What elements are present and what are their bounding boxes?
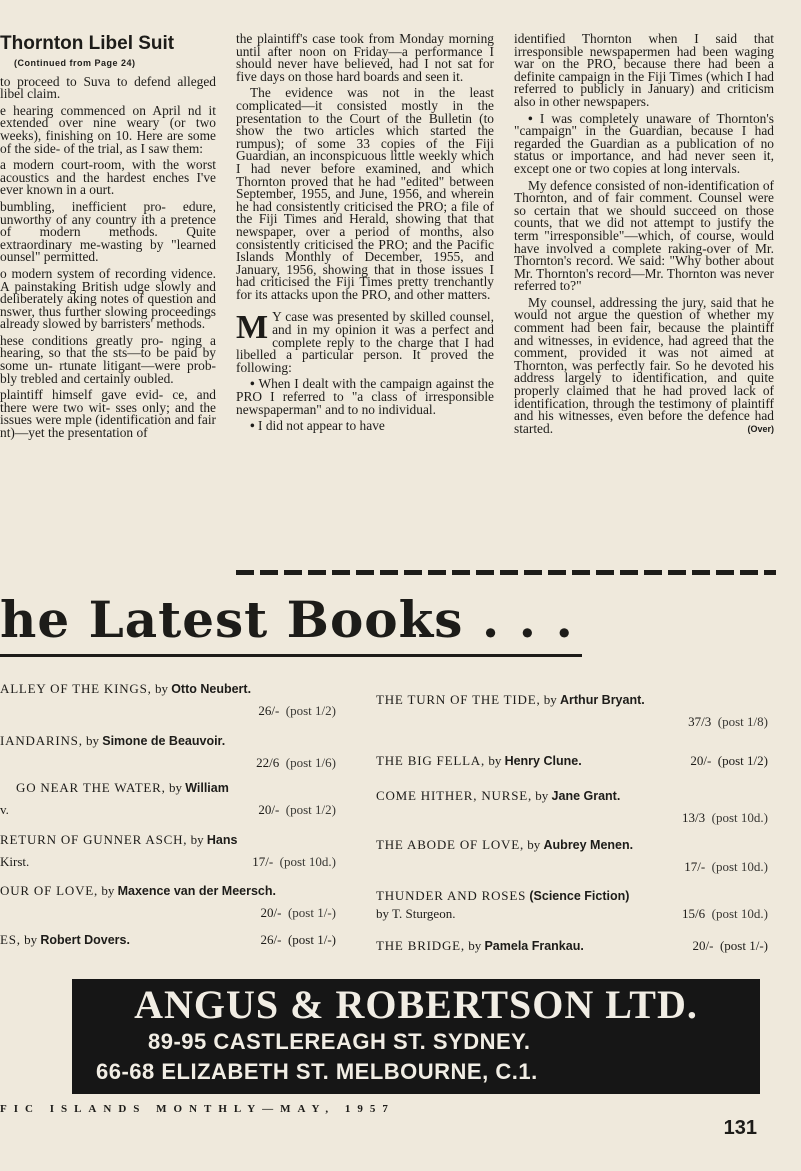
paragraph-text: When I dealt with the campaign against the PRO I referred to "a class of irresponsible newspaperman" and to no individual. [236, 376, 494, 417]
book-author: Maxence van der Meersch. [117, 884, 276, 898]
book-entry [376, 788, 768, 826]
book-title: COME HITHER, NURSE, [376, 788, 533, 803]
book-postage: (post 1/-) [287, 905, 336, 920]
book-price-line [376, 810, 768, 826]
book-price: 20/- [260, 905, 282, 920]
book-price: 26/- [260, 932, 282, 947]
book-price: 20/- [258, 802, 280, 817]
book-postage: (post 10d.) [279, 854, 336, 869]
paragraph-text: Y case was presented by skilled counsel, and in my opinion it was a perfect and complete reply to the charge that I had libelled a particular person. It proved the following: [236, 309, 494, 375]
book-title: ALLEY OF THE KINGS, [0, 681, 152, 696]
advertiser-address-sydney: 89-95 CASTLEREAGH ST. SYDNEY. [148, 1029, 531, 1054]
book-price: 26/- [258, 703, 280, 718]
book-by: by [535, 788, 549, 803]
book-author: Otto Neubert. [171, 682, 252, 696]
book-author: Jane Grant. [551, 789, 621, 803]
article-column-2 [236, 33, 494, 437]
paragraph: o modern system of recording vidence. A painstaking British udge slowly and deliberately aking notes of question and nswer, thus further slowing proceedings already slowed by barristers' methods. [0, 265, 216, 332]
book-price: 22/6 [256, 755, 280, 770]
paragraph: plaintiff himself gave evid- ce, and there were two wit- sses only; and the issues were mple (identification and fair nt)—yet the presentation of [0, 387, 216, 441]
article-column-1 [0, 33, 216, 444]
paragraph-text: I did not appear to have [258, 418, 385, 434]
paragraph: e hearing commenced on April nd it extended over nine weary (or two weeks), finishing on 10. Here are some of the side- of the trial, as I saw them: [0, 102, 216, 156]
book-by: by [101, 883, 115, 898]
book-price-line [376, 714, 768, 730]
book-author: Hans [206, 833, 238, 847]
book-postage: (post 1/-) [719, 938, 768, 953]
paragraph-text: I was completely unaware of Thornton's "campaign" in the Guardian, because I had regarded the Guardian as a publication of no status or importance, and had never seen it, except one or two copies at long intervals. [514, 110, 774, 176]
article-column-3 [514, 33, 774, 439]
paragraph: the plaintiff's case took from Monday morning until after noon on Friday—a performance I should never have believed, had I not sat for five days on those hard boards and seen it. [236, 31, 494, 84]
book-author: (Science Fiction) [529, 889, 630, 903]
article-headline: Thornton Libel Suit [0, 33, 175, 54]
book-entry [376, 837, 768, 875]
book-author: Robert Dovers. [40, 933, 130, 947]
book-price-line [0, 854, 336, 870]
book-title: IANDARINS, [0, 733, 83, 748]
book-price-line [261, 932, 336, 948]
book-price: 20/- [690, 753, 712, 768]
book-entry [0, 883, 336, 921]
book-title: GO NEAR THE WATER, [16, 780, 166, 795]
book-price-line [0, 802, 336, 818]
book-price-line [0, 755, 336, 771]
dashed-divider [236, 570, 776, 575]
book-title: THUNDER AND ROSES [376, 888, 527, 903]
book-price: 20/- [692, 938, 714, 953]
book-by: by [543, 692, 557, 707]
running-footer: FIC ISLANDS MONTHLY—MAY, 1957 [0, 1103, 395, 1115]
book-author: Aubrey Menen. [543, 838, 634, 852]
book-postage: (post 10d.) [711, 810, 768, 825]
paragraph: The evidence was not in the least complicated—it consisted mostly in the presentation to the Court of the Bulletin (to show the two articles which started the rumpus); of some 33 copies of the Fiji Guardian, an inconspicuous little weekly which I had never before examined, and which Thornton proved that he had "edited" between September, 1955, and June, 1956, and wherein he had consistently criticised the PRO; a file of the Fiji Times and Herald, showing that that newspaper, over a period of months, also consistently criticised the PRO; and the Pacific Islands Monthly of December, 1955, and January, 1956, showing that in those issues I had criticised the Fiji Times pretty trenchantly for its attacks upon the PRO, and other matters. [236, 85, 494, 302]
over-note: (Over) [747, 423, 774, 434]
book-author-extra: by T. Sturgeon. [376, 906, 456, 921]
book-author: Simone de Beauvoir. [102, 734, 226, 748]
bullet-icon: • [250, 376, 259, 392]
book-postage: (post 1/6) [285, 755, 336, 770]
book-postage: (post 1/-) [287, 932, 336, 947]
book-price: 17/- [252, 854, 274, 869]
advertiser-name: ANGUS & ROBERTSON LTD. [134, 982, 698, 1027]
book-author: Arthur Bryant. [560, 693, 645, 707]
paragraph [514, 110, 774, 176]
book-by: by [86, 733, 99, 748]
book-entry [0, 681, 336, 719]
book-price: 15/6 [682, 906, 706, 921]
book-by: by [527, 837, 541, 852]
book-author-extra: Kirst. [0, 854, 30, 869]
paragraph-text: My counsel, addressing the jury, said that he would not argue the question of whether my comment had been fair, because the plaintiff and witnesses, in evidence, had agreed that the comment, provided it was not aimed at Thornton, was perfectly fair. So he devoted his address largely to identification, and quite properly claimed that he had proved lack of identification, through the testimony of plaintiff and his witnesses, even before the defence had started. [514, 294, 774, 436]
book-by: by [168, 780, 182, 795]
book-by: by [190, 832, 204, 847]
book-entry [376, 888, 768, 922]
book-title: RETURN OF GUNNER ASCH, [0, 832, 188, 847]
book-postage: (post 1/2) [717, 753, 768, 768]
book-postage: (post 1/2) [285, 802, 336, 817]
book-price: 17/- [684, 859, 706, 874]
book-price-line [0, 905, 336, 921]
heading-rule [0, 654, 582, 657]
book-title: THE ABODE OF LOVE, [376, 837, 525, 852]
book-price: 37/3 [688, 714, 712, 729]
paragraph [236, 420, 494, 433]
book-by: by [154, 681, 168, 696]
advertiser-address-melbourne: 66-68 ELIZABETH ST. MELBOURNE, C.1. [96, 1059, 538, 1084]
book-price-line [0, 703, 336, 719]
book-postage: (post 10d.) [711, 859, 768, 874]
book-author: Pamela Frankau. [484, 939, 584, 953]
book-title: THE BRIDGE, [376, 938, 465, 953]
book-entry [0, 932, 336, 948]
book-author-extra: v. [0, 802, 9, 817]
paragraph [236, 378, 494, 416]
book-title: THE BIG FELLA, [376, 753, 486, 768]
paragraph: to proceed to Suva to defend alleged libel claim. [0, 73, 216, 102]
book-author: Henry Clune. [504, 754, 582, 768]
book-price-line [690, 753, 768, 769]
book-title: THE TURN OF THE TIDE, [376, 692, 541, 707]
bullet-icon: • [528, 110, 540, 126]
book-by: by [24, 932, 38, 947]
book-price-line [376, 906, 768, 922]
book-postage: (post 10d.) [711, 906, 768, 921]
page-number: 131 [723, 1117, 757, 1139]
book-postage: (post 1/2) [285, 703, 336, 718]
paragraph: a modern court-room, with the worst acoustics and the hardest enches I've ever known in a ourt. [0, 157, 216, 198]
book-entry [376, 692, 768, 730]
drop-cap: M [236, 309, 269, 347]
book-entry [376, 938, 768, 954]
book-price-line [376, 859, 768, 875]
book-entry [0, 780, 336, 818]
book-entry [0, 832, 336, 870]
book-price: 13/3 [682, 810, 706, 825]
book-entry [0, 733, 336, 771]
paragraph: identified Thornton when I said that irresponsible newspapermen had been waging war on the PRO, because there had been a definite campaign in the Fiji Times (which I had referred to publicly in January) and criticism also in other newspapers. [514, 31, 774, 109]
book-title: OUR OF LOVE, [0, 883, 99, 898]
paragraph: My defence consisted of non-identification of Thornton, and of fair comment. Counsel were so certain that we should succeed on those counts, that we did not attempt to justify the term "irresponsible"—which, of course, would have involved a complete raking-over of Mr. Thornton's record. We said: "Why bother about Mr. Thornton's record—Mr. Thornton was never referred to?" [514, 177, 774, 294]
book-postage: (post 1/8) [717, 714, 768, 729]
book-title: ES, [0, 932, 21, 947]
continued-note: (Continued from Page 24) [14, 58, 136, 68]
bullet-icon: • [250, 418, 259, 434]
book-entry [376, 753, 768, 769]
book-price-line [693, 938, 768, 954]
paragraph: bumbling, inefficient pro- edure, unworthy of any country ith a pretence of modern methods. Quite extraordinary me-wasting by "learned ounsel" permitted. [0, 198, 216, 265]
book-author: William [185, 781, 229, 795]
advertiser-banner [72, 979, 760, 1094]
books-heading: he Latest Books . . . [0, 590, 574, 649]
paragraph: hese conditions greatly pro- nging a hearing, so that the sts—to be paid by some un- rtunate litigant—were prob- bly trebled and certainly oubled. [0, 332, 216, 386]
book-by: by [468, 938, 482, 953]
book-by: by [488, 753, 502, 768]
paragraph [514, 294, 774, 436]
paragraph [236, 311, 494, 374]
